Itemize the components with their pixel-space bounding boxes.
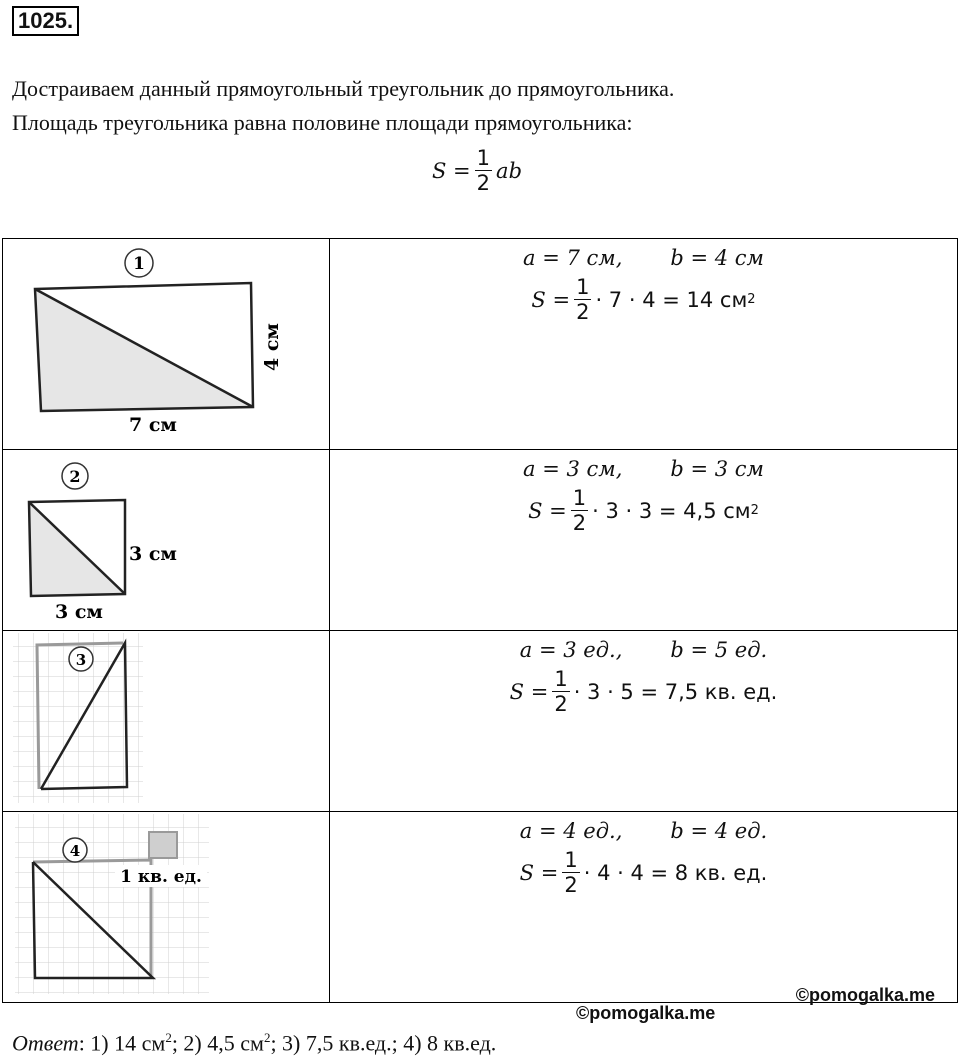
area-fraction [562, 848, 579, 897]
figure-3 [3, 631, 153, 806]
value-a: a = 4 ед., [519, 819, 623, 843]
answer-text-b: ; 2) 4,5 см [171, 1030, 264, 1056]
value-b: b = 4 ед. [670, 819, 768, 843]
watermark-footer: ©pomogalka.me [576, 1003, 716, 1023]
figure-number: 3 [75, 651, 87, 669]
figure-4 [3, 812, 223, 997]
solution-cell [330, 239, 958, 450]
formula-fraction [475, 146, 492, 195]
answer-text-c: ; 3) 7,5 кв.ед.; 4) 8 кв.ед. [270, 1030, 497, 1056]
formula-lhs: S = [432, 158, 471, 183]
fraction-numerator: 1 [476, 146, 491, 170]
side-right-label: 3 см [129, 543, 177, 565]
area-exponent: 2 [750, 503, 759, 518]
task-number: 1025. [12, 6, 79, 36]
area-expression: · 3 · 5 = 7,5 кв. ед. [573, 679, 778, 704]
answer-text-a: : 1) 14 см [78, 1030, 166, 1056]
intro-line-2: Площадь треугольника равна половине площади прямоугольника: [12, 110, 633, 135]
area-formula [520, 848, 768, 897]
side-bottom-label: 7 см [129, 414, 177, 436]
area-formula [531, 275, 755, 324]
value-a: a = 7 см, [523, 246, 623, 270]
intro-line-1: Достраиваем данный прямоугольный треугольник до прямоугольника. [12, 76, 675, 101]
table-row [3, 450, 958, 631]
watermark-cell: ©pomogalka.me [795, 985, 935, 1005]
grid-background [15, 814, 209, 994]
table-row [3, 239, 958, 450]
area-expression: · 7 · 4 = 14 см [595, 287, 748, 312]
solution-cell [330, 631, 958, 812]
value-b: b = 3 см [670, 457, 764, 481]
figure-cell [3, 450, 330, 631]
answer-line [12, 1030, 496, 1056]
formula-rhs: ab [496, 158, 523, 183]
area-lhs: S = [528, 498, 567, 523]
answer-label: Ответ [12, 1030, 79, 1056]
solution-table [2, 238, 958, 1003]
fraction-numerator: 1 [554, 667, 568, 691]
figure-number: 4 [69, 842, 81, 860]
figure-number: 1 [133, 254, 145, 274]
figure-1 [3, 239, 293, 444]
fraction-numerator: 1 [576, 275, 590, 299]
area-lhs: S = [531, 287, 571, 312]
unit-square [149, 832, 177, 858]
area-exponent: 2 [747, 292, 756, 307]
unit-label: 1 кв. ед. [120, 867, 202, 887]
figure-cell [3, 239, 330, 450]
figure-2 [3, 450, 203, 625]
answer-exponent-1: 2 [165, 1030, 172, 1045]
figure-cell [3, 631, 330, 812]
value-a: a = 3 см, [523, 457, 623, 481]
solution-cell [330, 812, 958, 1003]
side-right-label: 4 см [261, 323, 283, 371]
area-lhs: S = [509, 679, 549, 704]
answer-exponent-2: 2 [263, 1030, 271, 1045]
solution-cell [330, 450, 958, 631]
side-bottom-label: 3 см [55, 601, 103, 623]
area-expression: · 3 · 3 = 4,5 см [592, 498, 751, 523]
fraction-denominator: 2 [564, 873, 578, 897]
fraction-denominator: 2 [554, 692, 568, 716]
area-expression: · 4 · 4 = 8 кв. ед. [583, 860, 768, 885]
fraction-denominator: 2 [576, 300, 590, 324]
area-lhs: S = [519, 860, 559, 885]
area-fraction [552, 667, 569, 716]
fraction-denominator: 2 [476, 171, 491, 195]
fraction-numerator: 1 [564, 848, 578, 872]
value-b: b = 5 ед. [670, 638, 768, 662]
figure-cell [3, 812, 330, 1003]
fraction-numerator: 1 [572, 486, 587, 510]
figure-number: 2 [69, 467, 81, 486]
area-formula [510, 667, 778, 716]
general-formula [432, 146, 522, 195]
fraction-denominator: 2 [572, 511, 587, 535]
area-fraction [571, 486, 588, 535]
area-formula [528, 486, 759, 535]
area-fraction [574, 275, 591, 324]
value-a: a = 3 ед., [519, 638, 623, 662]
table-row [3, 812, 958, 1003]
value-b: b = 4 см [670, 246, 764, 270]
table-row [3, 631, 958, 812]
